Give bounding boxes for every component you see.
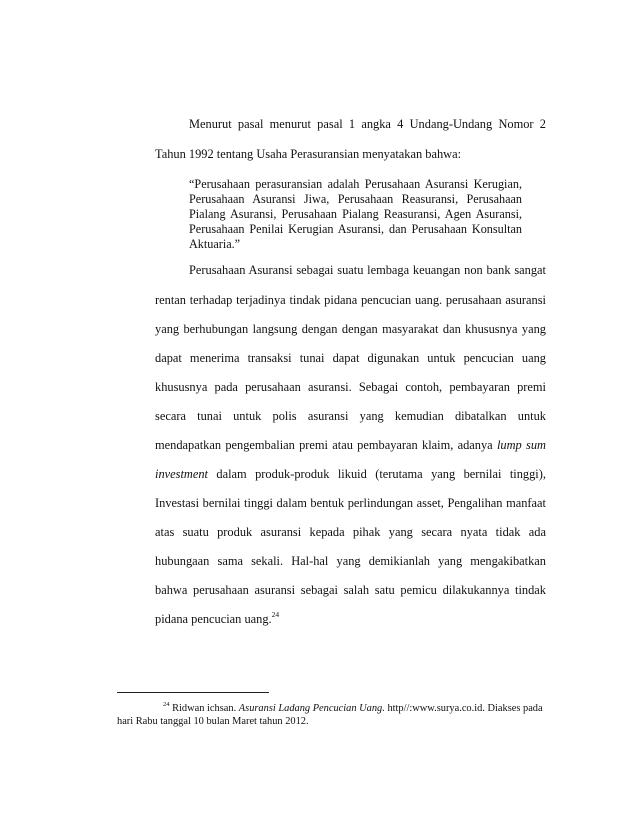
quote-line-5: Aktuaria.” — [189, 237, 241, 251]
lump-sum-term: lump sum — [496, 438, 546, 452]
footnote-line-1 — [163, 703, 543, 715]
quote-line-2: Perusahaan Asuransi Jiwa, Perusahaan Reasuransi, Perusahaan — [189, 192, 522, 206]
paragraph-line-1: Perusahaan Asuransi sebagai suatu lembaga keuangan non bank sangat — [189, 263, 546, 277]
paragraph-line-13-text: pidana pencucian uang. — [155, 612, 272, 626]
footnote-source: http//:www.surya.co.id. Diakses pada — [387, 703, 543, 714]
investment-term: investment — [155, 467, 208, 481]
intro-line-1: Menurut pasal menurut pasal 1 angka 4 Undang-Undang Nomor 2 — [189, 117, 546, 131]
footnote-author: Ridwan ichsan. — [172, 703, 237, 714]
paragraph-line-7 — [155, 438, 546, 453]
paragraph-line-11: hubungaan sama sekali. Hal-hal yang demikianlah yang mengakibatkan — [155, 554, 546, 568]
paragraph-line-2: rentan terhadap terjadinya tindak pidana pencucian uang. perusahaan asuransi — [155, 293, 546, 307]
footnote-reference: 24 — [271, 610, 280, 619]
footnote-title: Asuransi Ladang Pencucian Uang. — [238, 703, 385, 714]
quote-line-3: Pialang Asuransi, Perusahaan Pialang Reasuransi, Agen Asuransi, — [189, 207, 522, 221]
paragraph-line-3: yang berhubungan langsung dengan dengan masyarakat dan khususnya yang — [155, 322, 546, 336]
footnote-line-2: hari Rabu tanggal 10 bulan Maret tahun 2012. — [117, 716, 309, 727]
paragraph-line-12: bahwa perusahaan asuransi sebagai salah satu pemicu dilakukannya tindak — [155, 583, 546, 597]
paragraph-line-7-text: mendapatkan pengembalian premi atau pembayaran klaim, adanya — [155, 438, 493, 452]
paragraph-line-10: atas suatu produk asuransi kepada pihak yang secara nyata tidak ada — [155, 525, 546, 539]
paragraph-line-6: secara tunai untuk polis asuransi yang kemudian dibatalkan untuk — [155, 409, 546, 423]
paragraph-line-8 — [155, 467, 546, 482]
paragraph-line-9: Investasi bernilai tinggi dalam bentuk perlindungan asset, Pengalihan manfaat — [155, 496, 546, 510]
paragraph-line-13 — [155, 612, 279, 627]
quote-line-4: Perusahaan Penilai Kerugian Asuransi, dan Perusahaan Konsultan — [189, 222, 522, 236]
paragraph-line-5: khususnya pada perusahaan asuransi. Sebagai contoh, pembayaran premi — [155, 380, 546, 394]
quote-line-1: “Perusahaan perasuransian adalah Perusahaan Asuransi Kerugian, — [189, 177, 522, 191]
footnote-separator — [117, 692, 269, 693]
intro-line-2: Tahun 1992 tentang Usaha Perasuransian menyatakan bahwa: — [155, 147, 462, 161]
paragraph-line-8-text: dalam produk-produk likuid (terutama yang bernilai tinggi), — [216, 467, 546, 481]
footnote-number: 24 — [163, 701, 170, 708]
paragraph-line-4: dapat menerima transaksi tunai dapat digunakan untuk pencucian uang — [155, 351, 546, 365]
